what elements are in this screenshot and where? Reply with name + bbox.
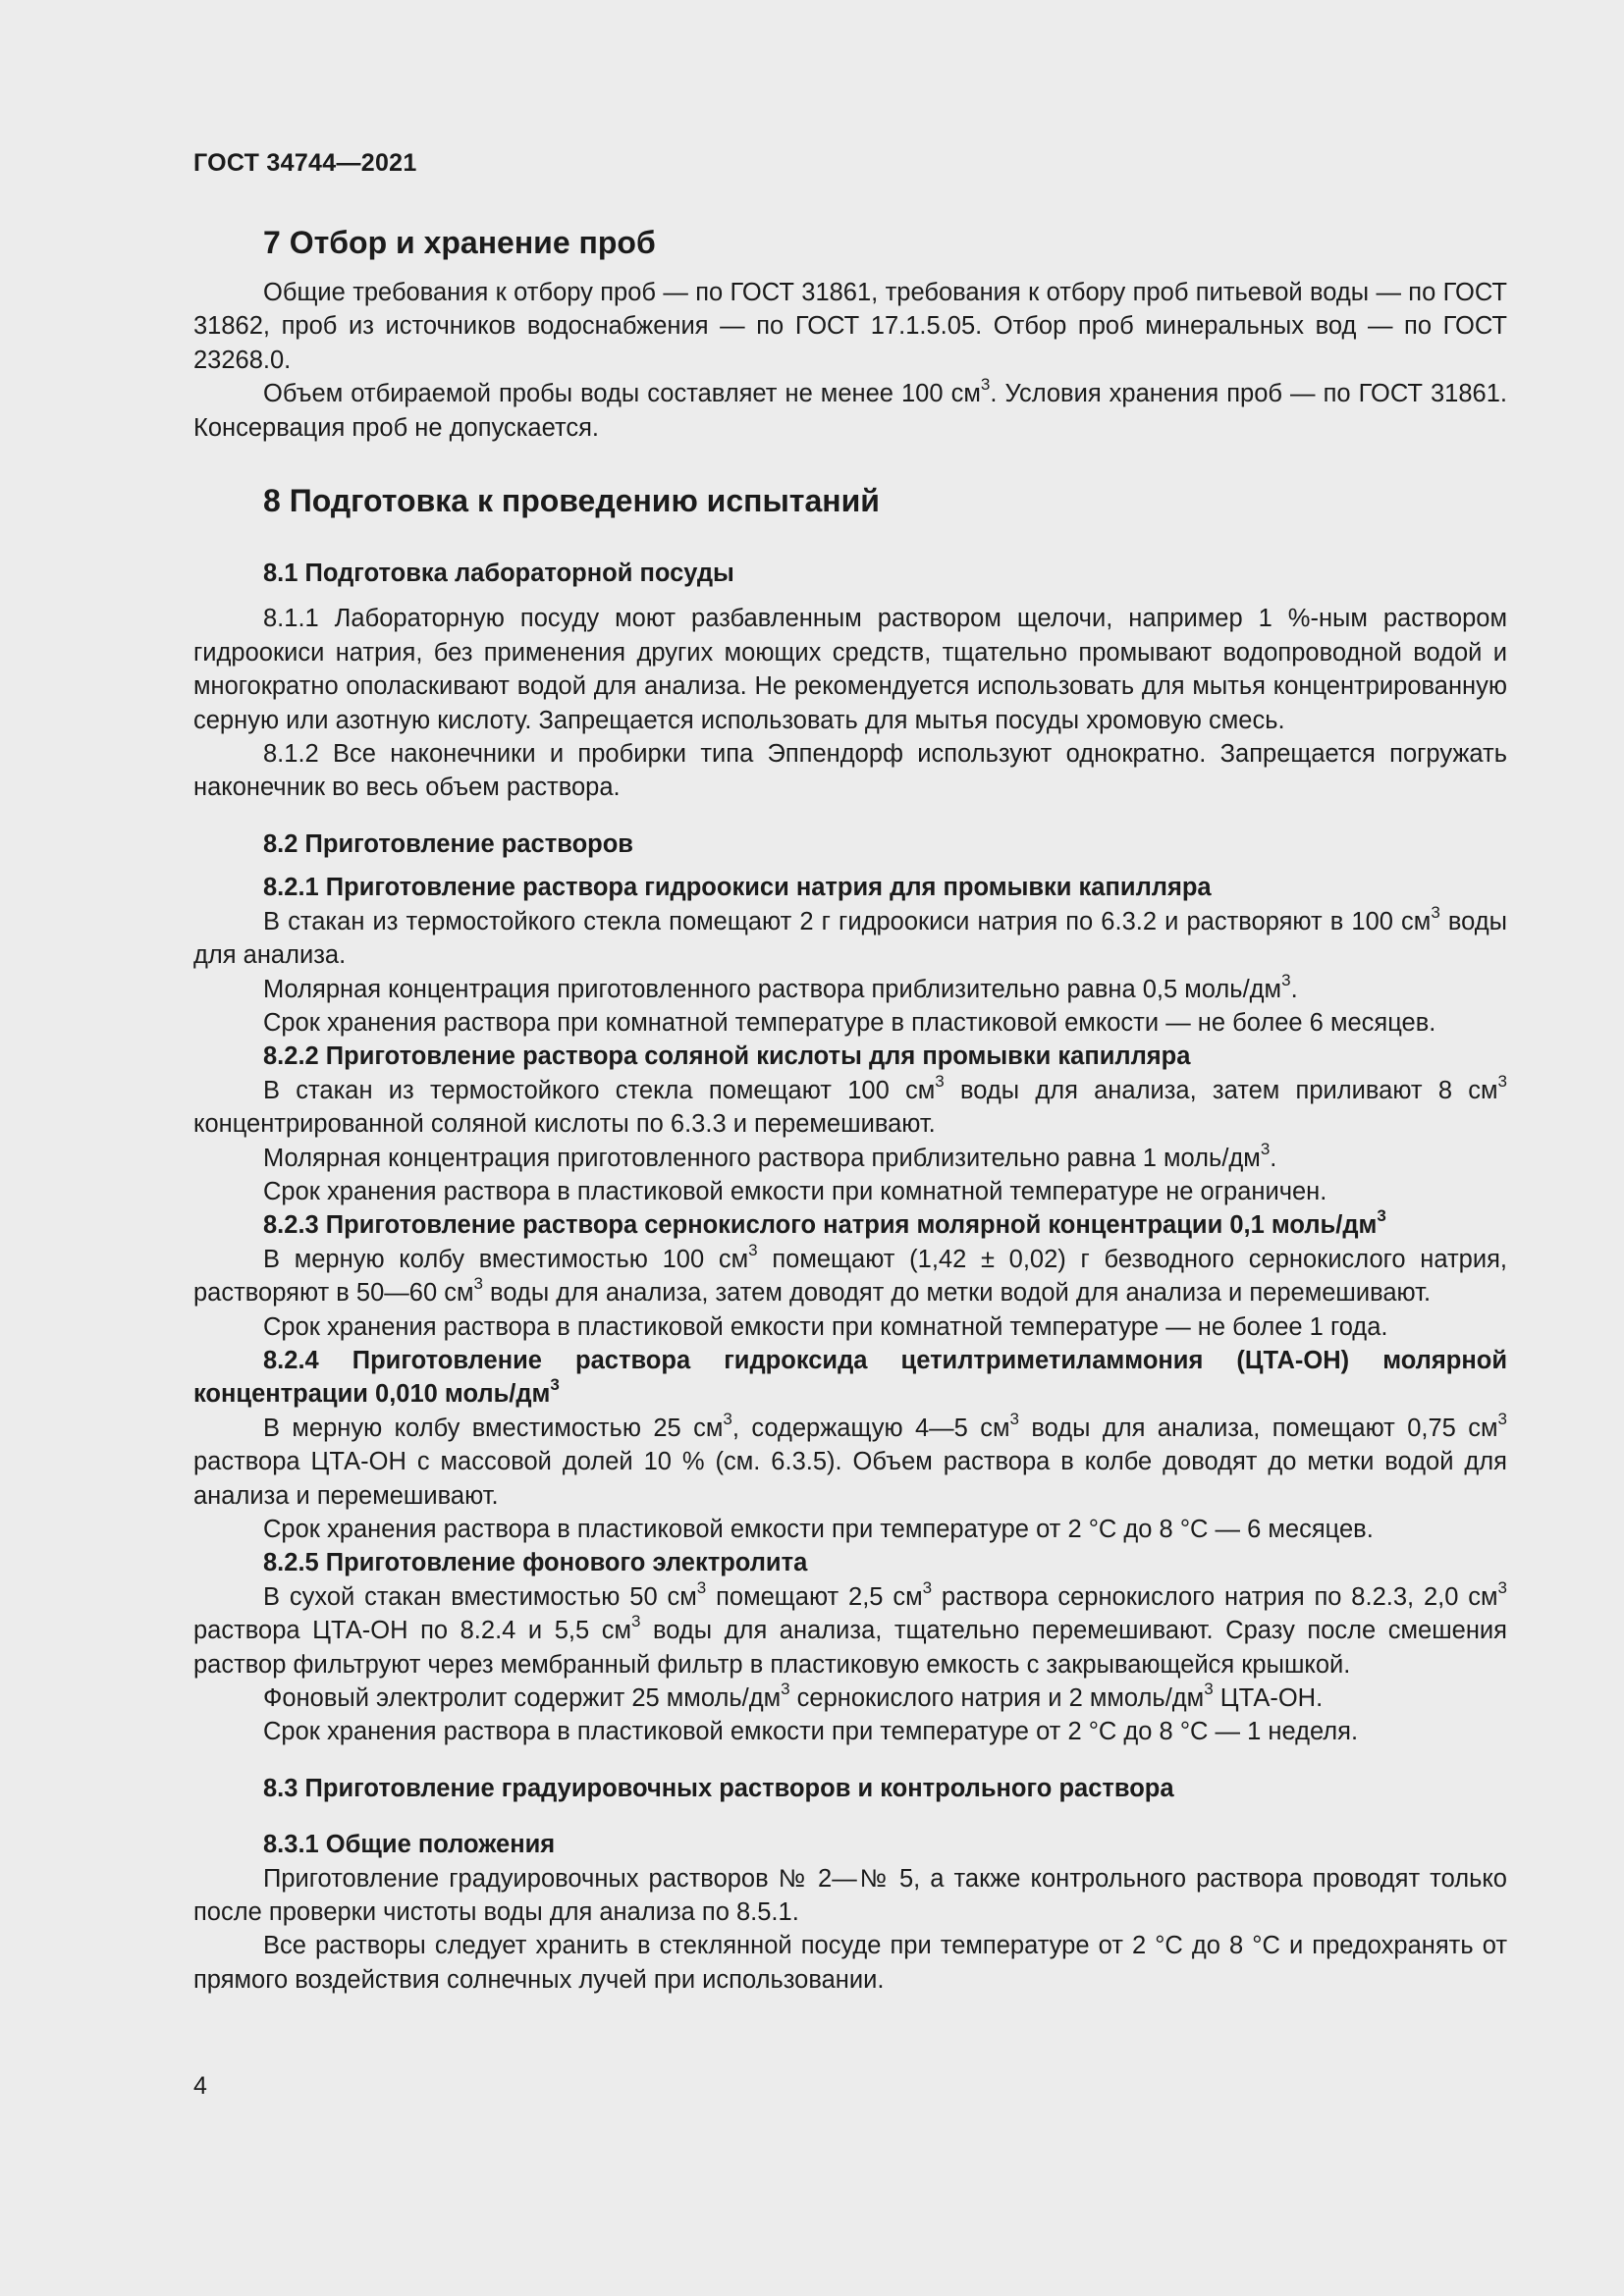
superscript: 3: [550, 1375, 560, 1395]
section-8-2-1-title: 8.2.1 Приготовление раствора гидроокиси натрия для промывки капилляра: [263, 874, 1212, 902]
document-code: ГОСТ 34744—2021: [193, 149, 417, 177]
paragraph: Все растворы следует хранить в стеклянной посуде при температуре от 2 °С до 8 °С и предохранять от прямого воздействия солнечных лучей при использовании.: [193, 1932, 1507, 1994]
paragraph: Объем отбираемой пробы воды составляет не менее 100 $см^3$. Условия хранения проб — по ГОСТ 31861. Консервация проб не допускается.: [193, 375, 1507, 442]
superscript: 3: [922, 1577, 933, 1597]
paragraph: Срок хранения раствора при комнатной температуре в пластиковой емкости — не более 6 месяцев.: [263, 1008, 1436, 1037]
superscript: 3: [1009, 1409, 1019, 1428]
section-7-title: 7 Отбор и хранение проб: [263, 225, 656, 260]
paragraph: Срок хранения раствора в пластиковой емкости при комнатной температуре — не более 1 года.: [263, 1312, 1388, 1341]
superscript: 3: [723, 1409, 732, 1428]
superscript: 3: [781, 1680, 790, 1699]
paragraph: Общие требования к отбору проб — по ГОСТ 31861, требования к отбору проб питьевой воды — по ГОСТ 31862, проб из источников водоснабжения — по ГОСТ 17.1.5.05. Отбор проб минеральных вод — по ГОСТ 23268.0.: [193, 279, 1507, 374]
paragraph: Приготовление градуировочных растворов № 2—№ 5, а также контрольного раствора проводят только после проверки чистоты воды для анализа по 8.5.1.: [193, 1864, 1507, 1927]
section-8-title: 8 Подготовка к проведению испытаний: [263, 483, 880, 519]
section-8-1-title: 8.1 Подготовка лабораторной посуды: [263, 560, 734, 588]
paragraph: В стакан из термостойкого стекла помещают 100 $см^3$ воды для анализа, затем приливают 8 $см^3$ концентрированной соляной кислоты по 6.3.3 и перемешивают.: [193, 1071, 1507, 1139]
paragraph: 8.1.2 Все наконечники и пробирки типа Эппендорф используют однократно. Запрещается погружать наконечник во весь объем раствора.: [193, 740, 1507, 802]
paragraph: 8.1.1 Лабораторную посуду моют разбавленным раствором щелочи, например 1 %-ным раствором гидроокиси натрия, без применения других моющих средств, тщательно промывают водопроводной водой и многократно ополаскивают водой для анализа. Не рекомендуется использовать для мытья концентрированную серную или азотную кислоту. Запрещается использовать для мытья посуды хромовую смесь.: [193, 605, 1507, 734]
paragraph: Срок хранения раствора в пластиковой емкости при температуре от 2 °С до 8 °С — 6 месяцев.: [263, 1516, 1374, 1543]
superscript: 3: [1497, 1409, 1507, 1428]
superscript: 3: [1497, 1577, 1507, 1597]
superscript: 3: [1204, 1680, 1214, 1699]
paragraph: В мерную колбу вместимостью 25 $см^3$, содержащую 4—5 $см^3$ воды для анализа, помещают 0,75 $см^3$ раствора ЦТА-ОН с массовой долей 10 % (см. 6.3.5). Объем раствора в колбе доводят до метки водой для анализа и перемешивают.: [193, 1409, 1507, 1510]
section-8-2-title: 8.2 Приготовление растворов: [263, 829, 633, 858]
paragraph: Срок хранения раствора в пластиковой емкости при комнатной температуре не ограничен.: [263, 1177, 1327, 1205]
paragraph: Молярная концентрация приготовленного раствора приблизительно равна 0,5 моль/$дм^3$.: [263, 970, 1298, 1003]
superscript: 3: [631, 1612, 641, 1631]
section-8-3-1-title: 8.3.1 Общие положения: [263, 1831, 556, 1859]
superscript: 3: [696, 1577, 707, 1597]
superscript: 3: [1431, 902, 1440, 922]
paragraph: Молярная концентрация приготовленного раствора приблизительно равна 1 моль/$дм^3$.: [263, 1139, 1277, 1172]
section-8-2-5-title: 8.2.5 Приготовление фонового электролита: [263, 1549, 808, 1577]
superscript: 3: [1281, 970, 1291, 989]
section-8-2-4-title: 8.2.4 Приготовление раствора гидроксида цетилтриметиламмония (ЦТА-ОН) молярной концентрации 0,010 моль/$дм^3$: [193, 1346, 1507, 1409]
paragraph: Срок хранения раствора в пластиковой емкости при температуре от 2 °С до 8 °С — 1 неделя.: [263, 1718, 1359, 1746]
superscript: 3: [1377, 1206, 1386, 1226]
superscript: 3: [473, 1274, 483, 1294]
superscript: 3: [935, 1071, 945, 1091]
section-8-2-3-title: 8.2.3 Приготовление раствора сернокислого натрия молярной концентрации 0,1 моль/$дм^3$: [263, 1206, 1386, 1240]
superscript: 3: [1260, 1139, 1271, 1158]
page-number: 4: [193, 2072, 207, 2100]
section-8-2-2-title: 8.2.2 Приготовление раствора соляной кислоты для промывки капилляра: [263, 1042, 1191, 1071]
superscript: 3: [748, 1240, 758, 1259]
paragraph: В стакан из термостойкого стекла помещают 2 г гидроокиси натрия по 6.3.2 и растворяют в 100 $см^3$ воды для анализа.: [193, 902, 1507, 970]
section-8-3-title: 8.3 Приготовление градуировочных растворов и контрольного раствора: [263, 1774, 1174, 1802]
paragraph: В сухой стакан вместимостью 50 $см^3$ помещают 2,5 $см^3$ раствора сернокислого натрия по 8.2.3, 2,0 $см^3$ раствора ЦТА-ОН по 8.2.4 и 5,5 $см^3$ воды для анализа, тщательно перемешивают. Сразу после смешения раствор фильтруют через мембранный фильтр в пластиковую емкость с закрывающейся крышкой.: [193, 1577, 1507, 1679]
superscript: 3: [1497, 1071, 1507, 1091]
page-content: [193, 221, 1507, 1997]
paragraph: В мерную колбу вместимостью 100 $см^3$ помещают (1,42 ± 0,02) г безводного сернокислого натрия, растворяют в 50—60 $см^3$ воды для анализа, затем доводят до метки водой для анализа и перемешивают.: [193, 1240, 1507, 1308]
superscript: 3: [980, 375, 991, 395]
paragraph: Фоновый электролит содержит 25 ммоль/$дм^3$ сернокислого натрия и 2 ммоль/$дм^3$ ЦТА-ОН.: [263, 1680, 1324, 1713]
